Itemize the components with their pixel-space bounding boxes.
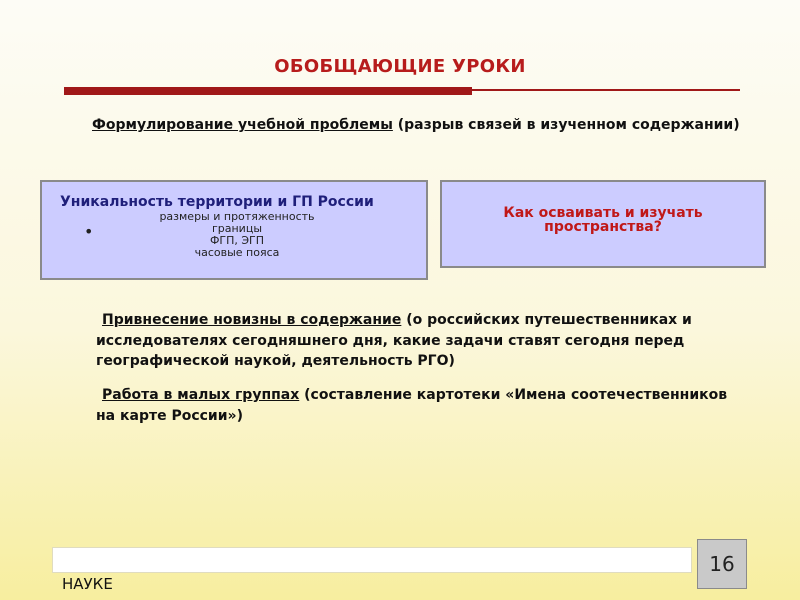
footer-bar [52,547,692,573]
question-line: Как осваивать и изучать [503,205,703,221]
point-problem [86,115,742,136]
title-underline-thick [64,87,472,95]
uniqueness-item: часовые пояса [194,246,280,259]
page-number: 16 [697,539,747,589]
point-groups-lead: Работа в малых группах [102,387,300,403]
point-groups-text: (составление картотеки «Имена соотечественников на карте России») [96,387,728,424]
uniqueness-box [40,180,428,280]
slide-title: ОБОБЩАЮЩИЕ УРОКИ [274,56,526,77]
title-underline-thin [472,89,740,91]
point-problem-lead: Формулирование учебной проблемы [92,117,393,133]
uniqueness-item: границы [211,222,262,235]
footer-text: НАУКЕ [62,575,113,593]
point-groups [96,385,746,426]
question-line: пространства? [544,219,662,235]
uniqueness-heading: Уникальность территории и ГП России [60,194,374,210]
uniqueness-item: ФГП, ЭГП [209,234,265,247]
uniqueness-items [132,211,342,259]
point-novelty-text: (о российских путешественниках и исследователях сегодняшнего дня, какие задачи ставят сегодня перед географической наукой, деятельность РГО) [96,312,692,369]
uniqueness-item: размеры и протяженность [159,210,315,223]
question-box [440,180,766,268]
point-novelty [96,310,746,371]
bullet-dot-icon: • [84,222,94,241]
question-text [442,206,764,234]
point-problem-text: (разрыв связей в изученном содержании) [397,117,740,133]
point-novelty-lead: Привнесение новизны в содержание [102,312,402,328]
